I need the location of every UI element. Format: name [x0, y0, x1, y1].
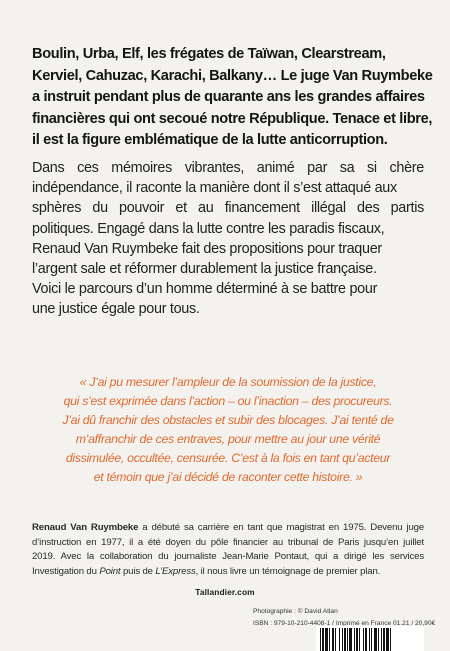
pull-quote — [32, 373, 424, 486]
blurb-line: il est la figure emblématique de la lutte anticorruption. — [32, 132, 388, 148]
quote-line: dissimulée, occultée, censurée. C’est à la fois en tant qu’acteur — [65, 450, 391, 465]
barcode-bar — [383, 628, 385, 651]
publisher-website: Tallandier.com — [195, 587, 255, 597]
bio-text: puis de — [120, 565, 156, 577]
blurb-line: Kerviel, Cahuzac, Karachi, Balkany… Le juge Van Ruymbeke — [32, 67, 433, 84]
barcode-bar — [344, 628, 346, 651]
barcode-bar — [369, 628, 370, 651]
quote-line: qui s’est exprimée dans l’action – ou l’inaction – des procureurs. — [63, 393, 393, 408]
author-bio — [32, 521, 424, 579]
description-line: sphères du pouvoir et au financement illégal des partis — [32, 200, 424, 217]
quote-line: m’affranchir de ces entraves, pour mettre au jour une vérité — [75, 431, 381, 446]
magazine-name: Point — [99, 565, 121, 577]
barcode-bar — [365, 628, 367, 651]
barcode-bar — [356, 628, 358, 651]
bio-text: Investigation du — [32, 565, 100, 577]
description-line: Renaud Van Ruymbeke fait des propositions pour traquer — [32, 240, 382, 257]
barcode-bar — [374, 628, 377, 651]
description-line: une justice égale pour tous. — [32, 301, 200, 318]
description-line: l’argent sale et réformer durablement la justice française. — [32, 261, 377, 278]
barcode-bar — [325, 628, 328, 651]
barcode-bar — [349, 628, 352, 651]
barcode-bar — [347, 628, 348, 651]
barcode-bar — [320, 628, 321, 651]
description-line: indépendance, il raconte la manière dont il s’est attaqué aux — [32, 180, 397, 197]
barcode-bar — [322, 628, 324, 651]
blurb-line: Boulin, Urba, Elf, les frégates de Taïwan, Clearstream, — [32, 46, 386, 62]
photo-credit: Photographie : © David Atlan — [253, 608, 338, 615]
ean13-barcode — [316, 626, 424, 651]
barcode-bar — [329, 628, 330, 651]
blurb-line: financières qui ont secoué notre République. Tenace et libre, — [32, 110, 433, 127]
magazine-name: L’Express — [155, 565, 196, 577]
barcode-bar — [381, 628, 382, 651]
barcode-bar — [354, 628, 355, 651]
barcode-bar — [359, 628, 360, 651]
blurb-line: a instruit pendant plus de quarante ans les grandes affaires — [32, 89, 425, 105]
bio-line — [32, 521, 424, 536]
barcode-bar — [339, 628, 340, 651]
bio-line: d’instruction en 1977, il a été doyen du pôle financier au tribunal de Paris jusqu’en juillet — [32, 536, 424, 548]
bio-line: 2019. Avec la collaboration du journaliste Jean-Marie Pontaut, qui a dirigé les services — [32, 551, 424, 563]
barcode-bar — [335, 628, 336, 651]
isbn-line: ISBN : 979-10-210-4408-1 / Imprimé en France 01.21 / 20,90€ — [253, 619, 436, 627]
quote-line: « J’ai pu mesurer l’ampleur de la soumission de la justice, — [79, 375, 377, 389]
quote-line: et témoin que j’ai décidé de raconter cette histoire. » — [93, 469, 363, 484]
author-name: Renaud Van Ruymbeke — [32, 522, 139, 533]
description-paragraph — [32, 158, 424, 320]
lead-blurb — [32, 44, 433, 152]
barcode-bar — [332, 628, 334, 651]
barcode-bar — [342, 628, 343, 651]
barcode-bar — [378, 628, 379, 651]
description-line: Dans ces mémoires vibrantes, animé par sa si chère — [32, 160, 424, 176]
barcode-bar — [386, 628, 389, 651]
quote-line: J’ai dû franchir des obstacles et subir des blocages. J’ai tenté de — [62, 412, 394, 427]
bio-text: , il nous livre un témoignage de premier plan. — [195, 565, 381, 577]
barcode-bars — [316, 626, 424, 651]
barcode-bar — [363, 628, 364, 651]
bio-text: a débuté sa carrière en tant que magistrat en 1975. Devenu juge — [138, 522, 425, 533]
description-line: Voici le parcours d’un homme déterminé à se battre pour — [32, 281, 378, 298]
description-line: politiques. Engagé dans la lutte contre les paradis fiscaux, — [32, 220, 385, 237]
bio-line — [32, 565, 424, 580]
barcode-bar — [371, 628, 372, 651]
barcode-bar — [390, 628, 391, 651]
